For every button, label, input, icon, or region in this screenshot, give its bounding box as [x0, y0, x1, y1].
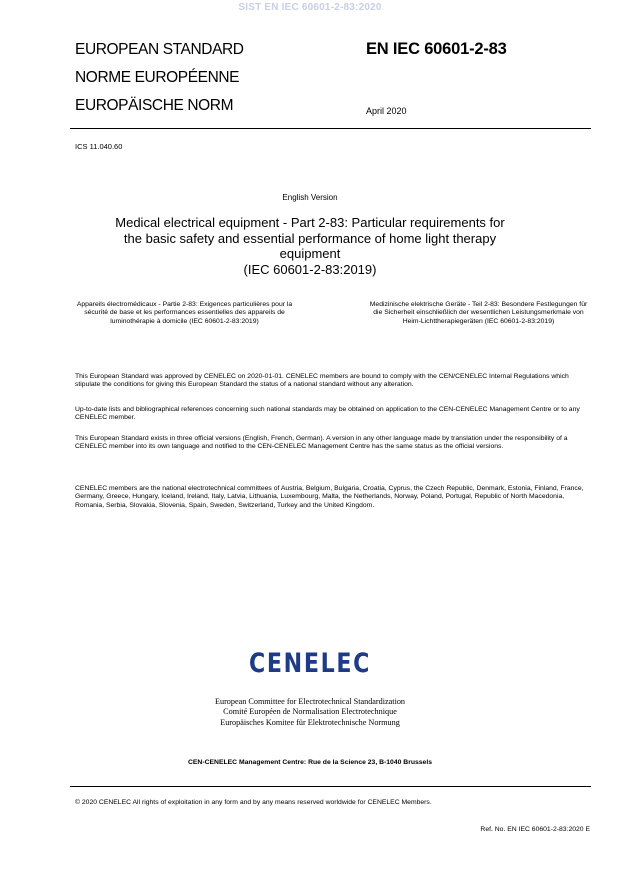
- english-version-label: English Version: [282, 193, 338, 202]
- ics-code: ICS 11.040.60: [75, 142, 123, 151]
- footer-divider: [70, 786, 591, 787]
- standard-number: EN IEC 60601-2-83: [366, 40, 507, 58]
- versions-paragraph: This European Standard exists in three official versions (English, French, German). A version in any other language made by translation under the responsibility of a CENELEC member into its own language and notified to the CEN-CENELEC Management Centre has the same status as the official versions.: [75, 435, 568, 451]
- title-ref: (IEC 60601-2-83:2019): [243, 261, 377, 277]
- std-name-french: NORME EUROPÉENNE: [75, 69, 240, 86]
- members-paragraph: CENELEC members are the national electrotechnical committees of Austria, Belgium, Bulgaria, Croatia, Cyprus, the Czech Republic, Denmark, Estonia, Finland, France, Germany, Greece, Hungary, Iceland, Ireland, Italy, Latvia, Lithuania, Luxembourg, Malta, the Netherlands, Norway, Poland, Portugal, Republic of North Macedonia, Romania, Serbia, Slovakia, Slovenia, Spain, Sweden, Switzerland, Turkey and the United Kingdom.: [75, 485, 584, 509]
- document-title: [110, 215, 510, 277]
- organization-names: [0, 697, 620, 728]
- publication-date: April 2020: [366, 106, 407, 116]
- std-name-german: EUROPÄISCHE NORM: [75, 97, 234, 114]
- org-name-german: Europäisches Komitee für Elektrotechnische Normung: [220, 717, 400, 727]
- org-name-french: Comité Européen de Normalisation Electrotechnique: [223, 707, 397, 717]
- title-main: Medical electrical equipment - Part 2-83: Particular requirements for the basic safety and essential performance of home light therapy equipment: [115, 215, 505, 261]
- german-subtitle: Medizinische elektrische Geräte - Teil 2-83: Besondere Festlegungen für die Sicherheit einschließlich der wesentlichen Leistungsmerkmale von Heim-Lichttherapiegeräten (IEC 60601-2-83:2019): [369, 301, 588, 325]
- header-divider: [70, 128, 591, 129]
- references-paragraph: Up-to-date lists and bibliographical references concerning such national standards may be obtained on application to the CEN-CENELEC Management Centre or to any CENELEC member.: [75, 406, 580, 422]
- org-name-english: European Committee for Electrotechnical Standardization: [214, 697, 406, 706]
- french-subtitle: Appareils électromédicaux - Partie 2-83: Exigences particulières pour la sécurité de base et les performances essentielles des appareils de luminothérapie à domicile (IEC 60601-2-83:2019): [76, 301, 293, 325]
- watermark: SIST EN IEC 60601-2-83:2020: [238, 2, 382, 13]
- std-name-english: EUROPEAN STANDARD: [75, 41, 244, 58]
- reference-number: Ref. No. EN IEC 60601-2-83:2020 E: [480, 826, 590, 833]
- copyright-notice: © 2020 CENELEC All rights of exploitation in any form and by any means reserved worldwide for CENELEC Members.: [75, 799, 432, 806]
- cenelec-logo: CENELEC: [248, 648, 371, 679]
- approval-paragraph: This European Standard was approved by CENELEC on 2020-01-01. CENELEC members are bound to comply with the CEN/CENELEC Internal Regulations which stipulate the conditions for giving this European Standard the status of a national standard without any alteration.: [75, 373, 569, 389]
- management-centre-address: CEN-CENELEC Management Centre: Rue de la Science 23, B-1040 Brussels: [187, 759, 432, 766]
